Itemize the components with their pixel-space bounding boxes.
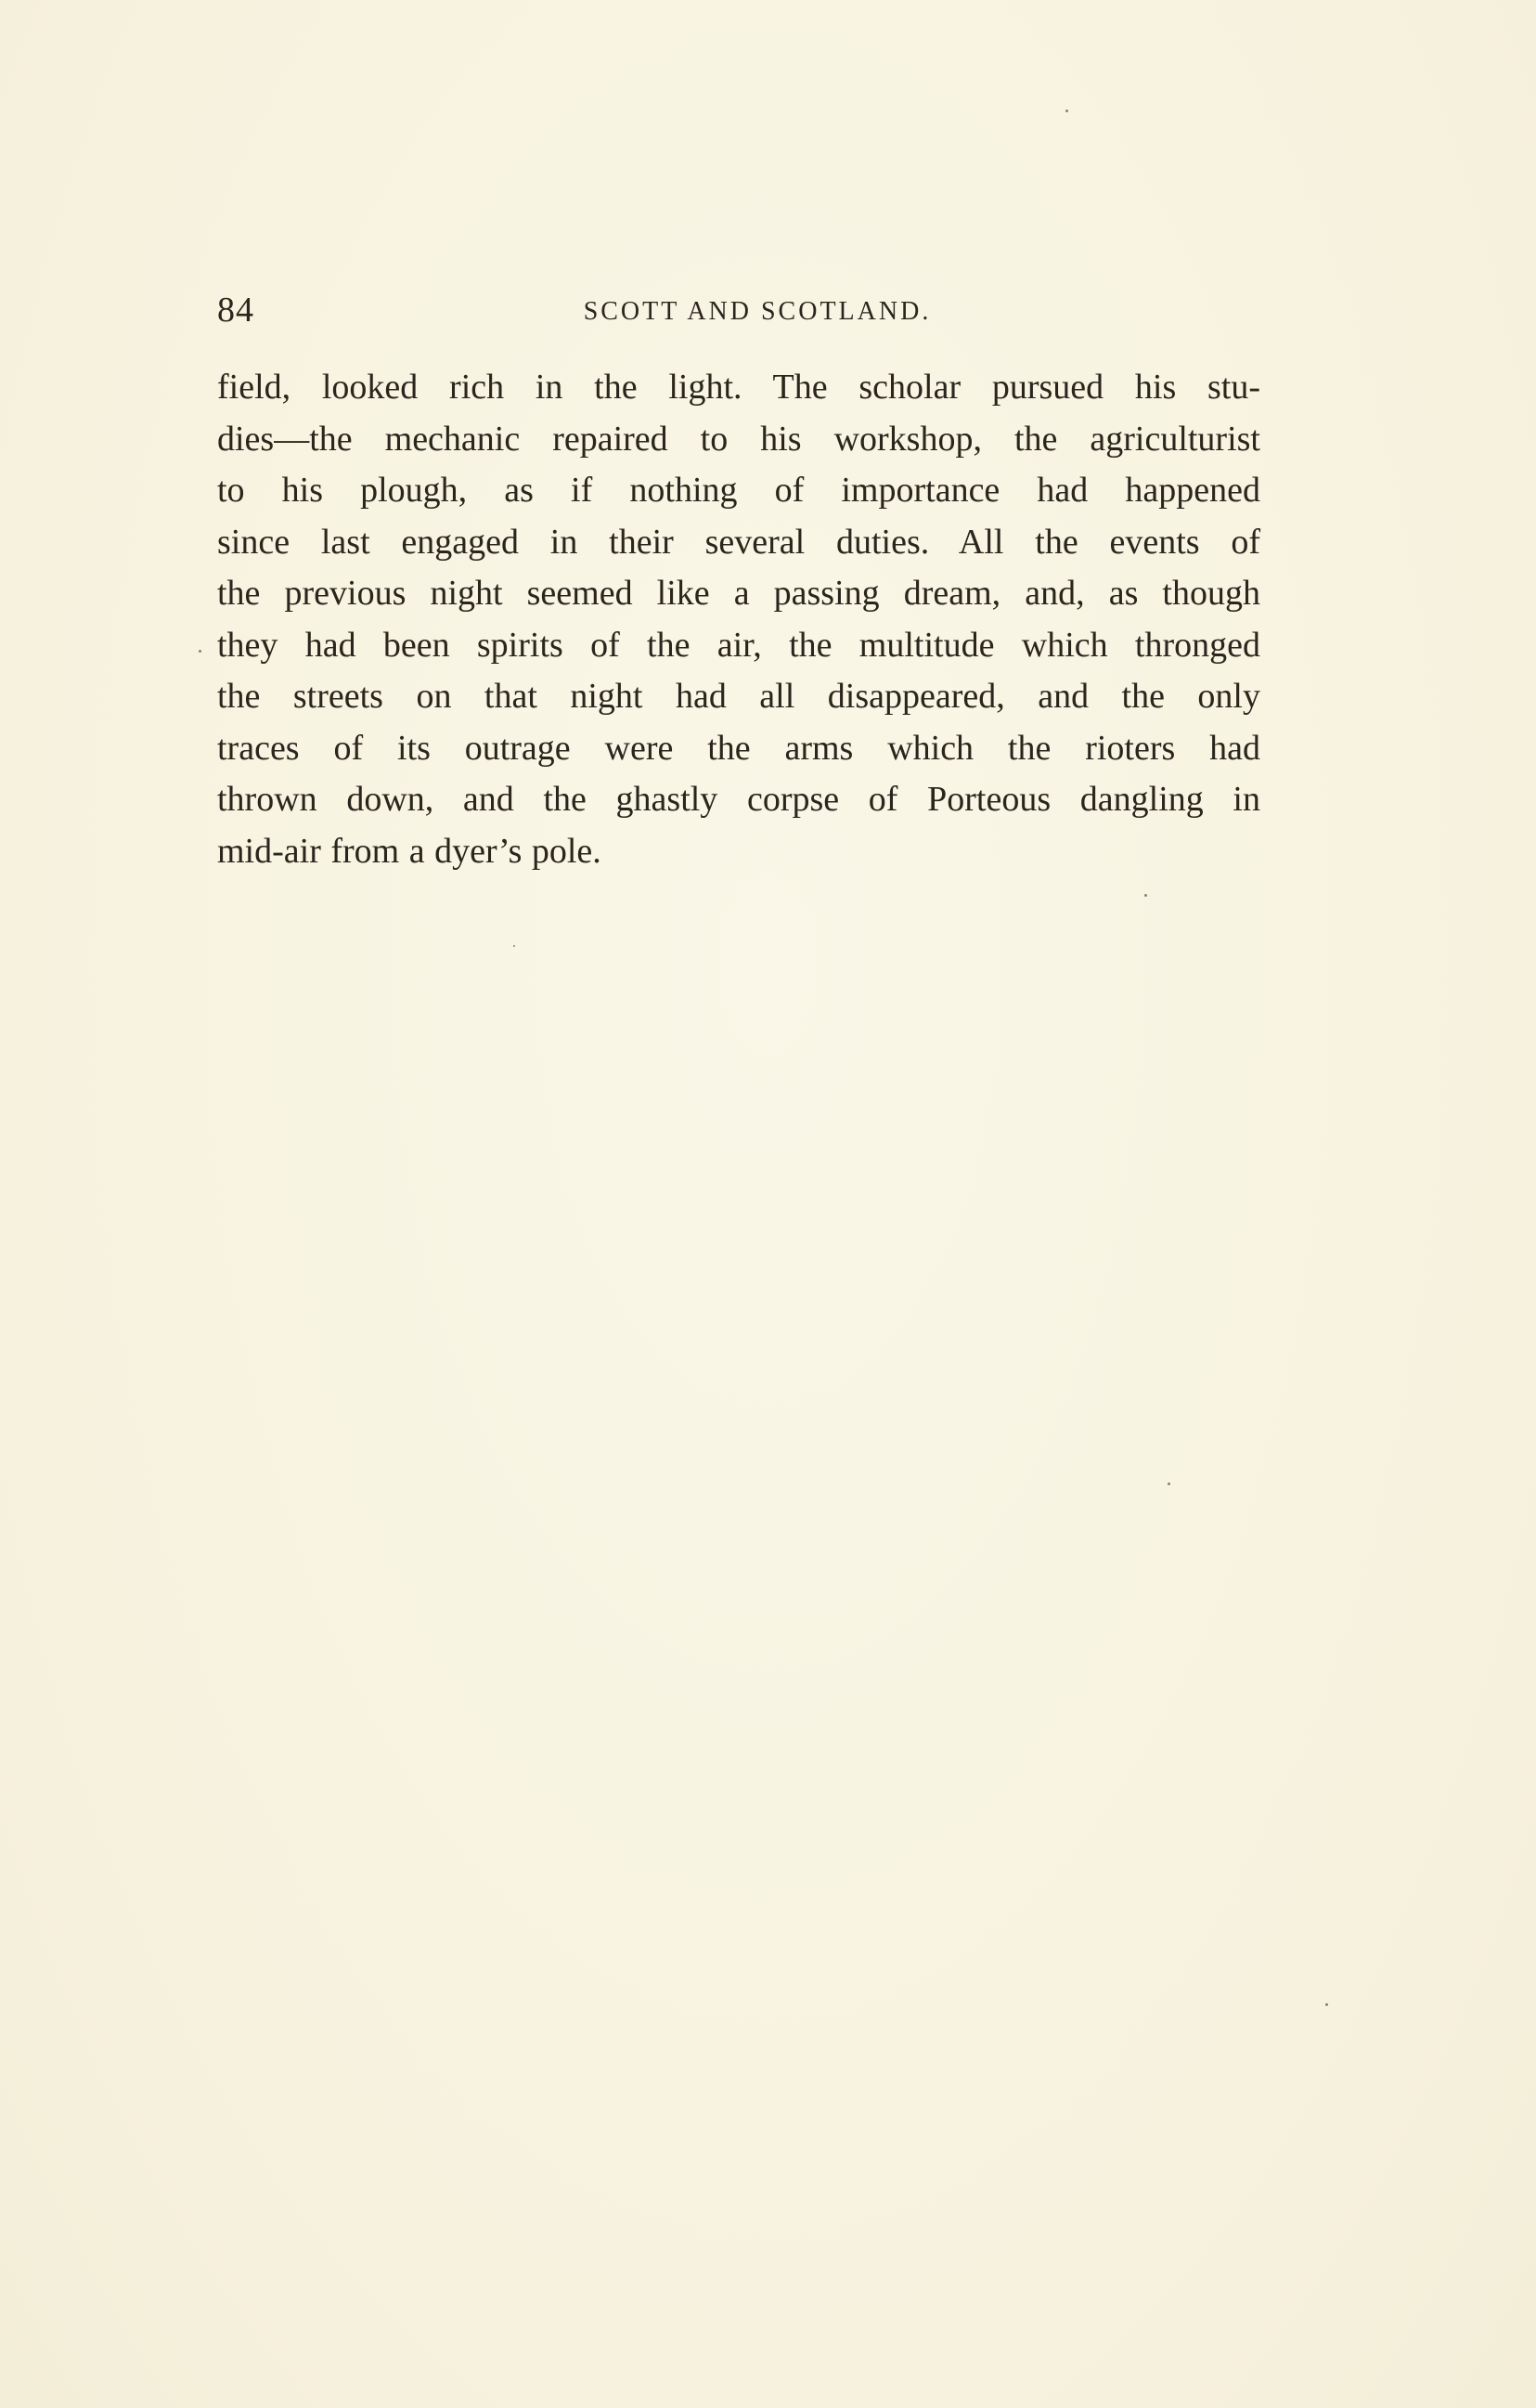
- text-line: field, looked rich in the light. The scholar pursued his stu-: [217, 368, 1260, 407]
- text-line: to his plough, as if nothing of importance had happened: [217, 471, 1260, 510]
- paper-speck: [1168, 1482, 1170, 1485]
- text-line: since last engaged in their several duties. All the events of: [217, 522, 1260, 562]
- text-line: the previous night seemed like a passing dream, and, as though: [217, 574, 1260, 613]
- body-paragraph: [217, 362, 1260, 877]
- paper-speck: [1065, 110, 1068, 112]
- text-line: traces of its outrage were the arms which the rioters had: [217, 728, 1260, 768]
- page-number: 84: [217, 291, 254, 330]
- running-title: SCOTT AND SCOTLAND.: [583, 297, 932, 326]
- running-head: [217, 290, 1260, 336]
- text-line: dies—the mechanic repaired to his workshop, the agriculturist: [217, 419, 1260, 459]
- text-line: the streets on that night had all disappeared, and the only: [217, 677, 1260, 716]
- paper-speck: [1325, 2003, 1328, 2006]
- paper-speck: [513, 945, 515, 947]
- text-line: thrown down, and the ghastly corpse of Porteous dangling in: [217, 780, 1260, 819]
- text-line: mid-air from a dyer’s pole.: [217, 831, 601, 871]
- paper-speck: [199, 650, 201, 653]
- paper-speck: [1144, 894, 1147, 897]
- text-line: they had been spirits of the air, the multitude which thronged: [217, 625, 1260, 665]
